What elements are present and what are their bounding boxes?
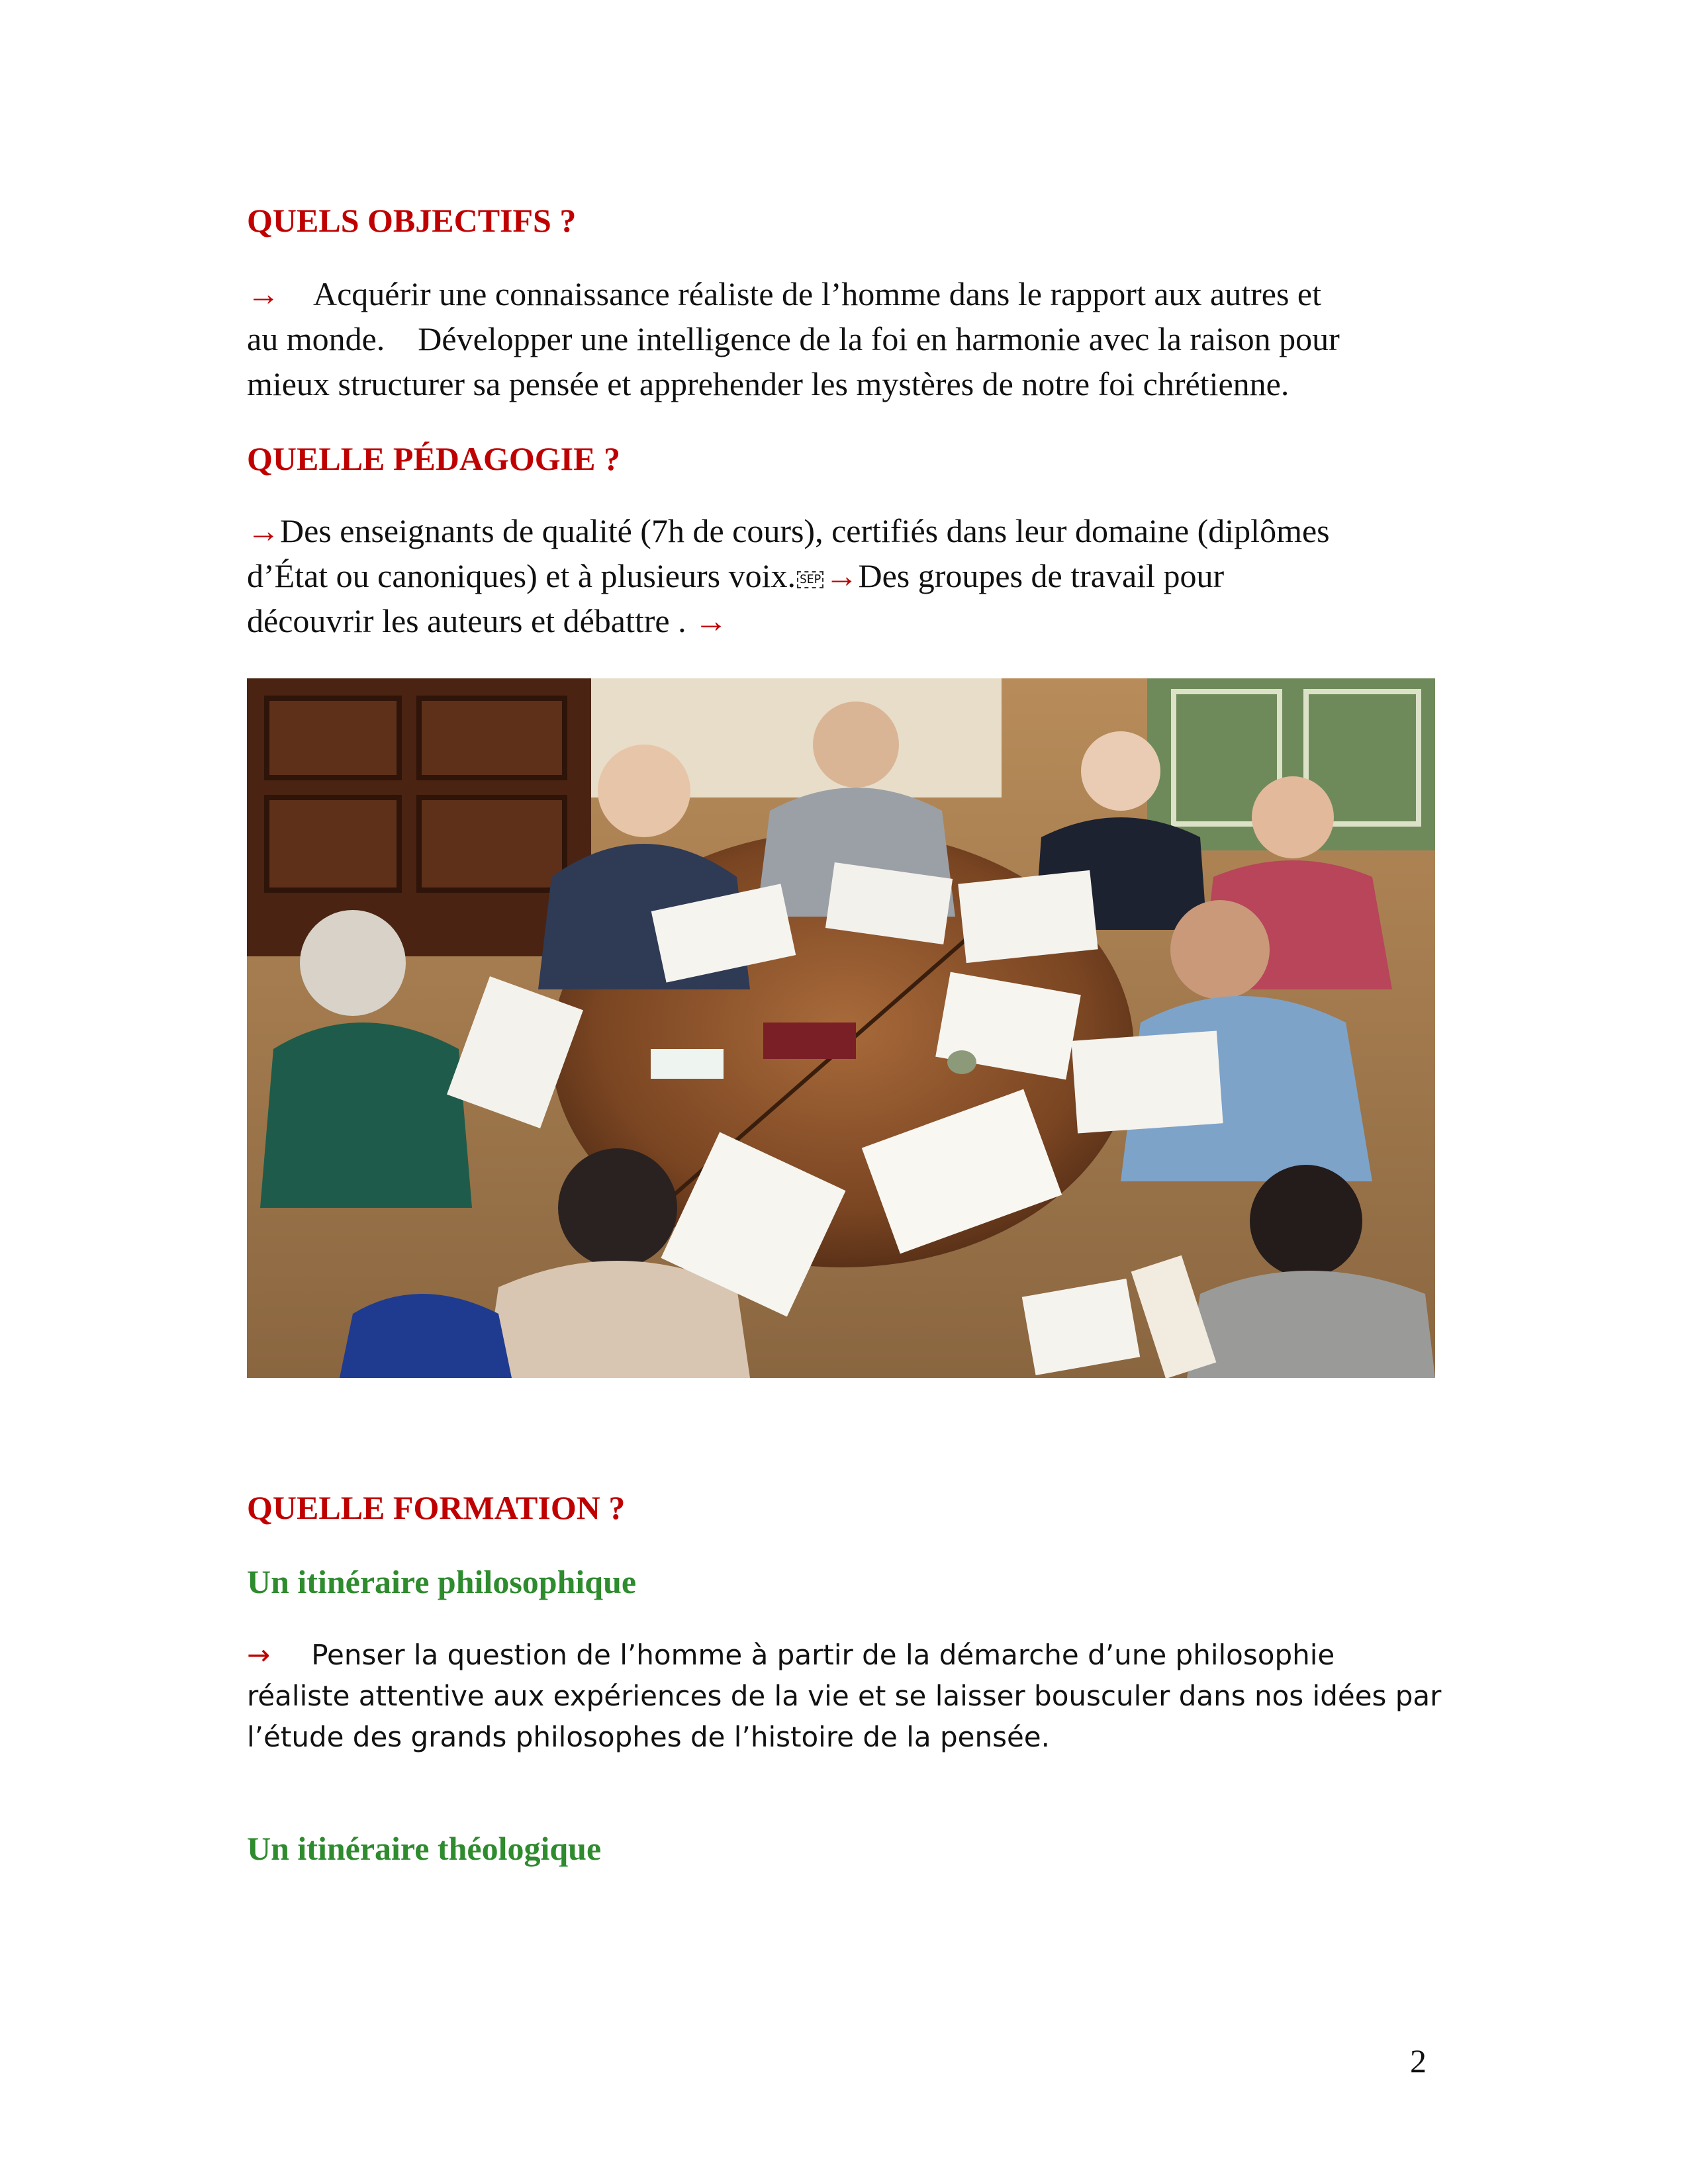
paragraph-philosophique [247, 1635, 1445, 1758]
sep-marker-icon: SEP [797, 571, 824, 588]
paragraph-objectifs [247, 271, 1445, 406]
heading-formation: QUELLE FORMATION ? [247, 1489, 626, 1526]
objectifs-line-1: Acquérir une connaissance réaliste de l’homme dans le rapport aux autres et [313, 275, 1321, 312]
arrow-icon: → [247, 1639, 271, 1671]
pedagogie-line-2a: d’État ou canoniques) et à plusieurs voix. [247, 557, 796, 594]
pedagogie-line-1: Des enseignants de qualité (7h de cours), certifiés dans leur domaine (diplômes [280, 512, 1330, 549]
objectifs-line-3: mieux structurer sa pensée et apprehender les mystères de notre foi chrétienne. [247, 365, 1289, 402]
pedagogie-line-3: découvrir les auteurs et débattre . [247, 602, 695, 639]
heading-pedagogie: QUELLE PÉDAGOGIE ? [247, 440, 620, 477]
philo-line-2: réaliste attentive aux expériences de la vie et se laisser bousculer dans nos idées par [247, 1680, 1442, 1712]
arrow-icon: → [247, 275, 280, 312]
arrow-icon: → [694, 602, 728, 639]
subheading-philosophique: Un itinéraire philosophique [247, 1563, 637, 1600]
objectifs-line-2: au monde. Développer une intelligence de la foi en harmonie avec la raison pour [247, 320, 1340, 357]
arrow-icon: → [247, 512, 280, 549]
group-study-photo [247, 678, 1435, 1378]
page-number: 2 [1410, 2042, 1427, 2079]
philo-line-3: l’étude des grands philosophes de l’histoire de la pensée. [247, 1721, 1050, 1753]
paragraph-pedagogie [247, 508, 1445, 643]
arrow-icon: → [825, 557, 859, 594]
heading-objectifs: QUELS OBJECTIFS ? [247, 202, 577, 239]
philo-line-1: Penser la question de l’homme à partir de la démarche d’une philosophie [311, 1639, 1335, 1671]
subheading-theologique: Un itinéraire théologique [247, 1830, 602, 1867]
pedagogie-line-2b: Des groupes de travail pour [858, 557, 1225, 594]
